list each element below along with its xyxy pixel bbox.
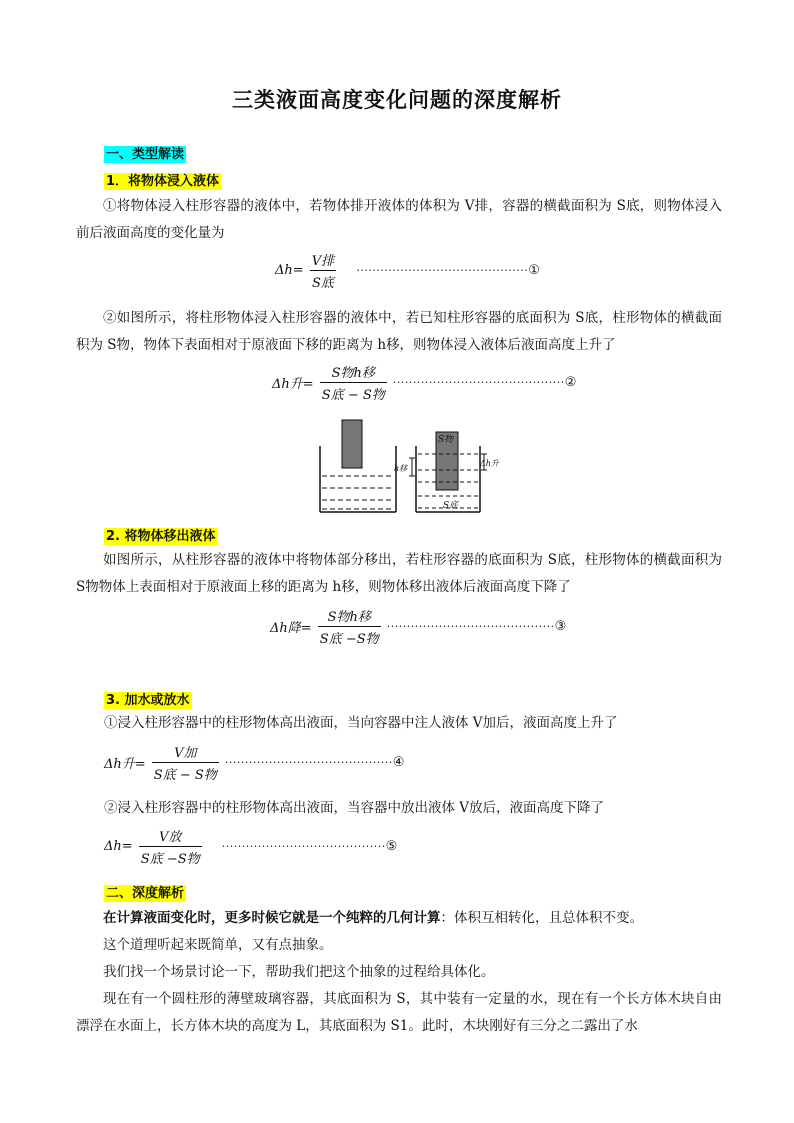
label-delta-h-sheng: Δh升 <box>480 459 499 468</box>
paragraph-3: 如图所示，从柱形容器的液体中将物体部分移出，若柱形容器的底面积为 S底，柱形物体的横截面积为 S物物体上表面相对于原液面上移的距离为 h移，则物体移出液体后液面高度下降了 <box>76 552 722 595</box>
formula-1-dots: ··········································· <box>356 264 529 277</box>
formula-3-denominator: S底 −S物 <box>319 632 379 647</box>
paragraph-6-bold: 在计算液面变化时，更多时候它就是一个纯粹的几何计算 <box>103 910 441 926</box>
subheading-2-label: 2. 将物体移出液体 <box>106 529 216 544</box>
formula-2 <box>272 362 576 403</box>
formula-5-number: ⑤ <box>385 839 398 854</box>
section-heading-1-label: 一、类型解读 <box>106 147 185 162</box>
paragraph-7: 这个道理听起来既简单，又有点抽象。 <box>103 937 333 953</box>
paragraph-9: 现在有一个圆柱形的薄壁玻璃容器，其底面积为 S，其中装有一定量的水，现在有一个长方体木块自由漂浮在水面上，长方体木块的高度为 L，其底面积为 S1。此时，木块刚好有三分之二露出了水 <box>76 991 722 1034</box>
formula-1-lhs: Δh= <box>275 263 304 278</box>
formula-3-fraction <box>318 606 381 647</box>
paragraph-4: ①浸入柱形容器中的柱形物体高出液面，当向容器中注人液体 V加后，液面高度上升了 <box>104 715 618 731</box>
formula-5-numerator: V放 <box>139 826 202 847</box>
formula-2-lhs: Δh升= <box>272 377 314 392</box>
formula-4 <box>104 742 404 783</box>
formula-4-lhs: Δh升= <box>104 757 146 772</box>
formula-4-dots: ·········································· <box>224 756 393 769</box>
label-s-di: S底 <box>443 501 459 511</box>
formula-3-number: ③ <box>554 619 567 634</box>
paragraph-5: ②浸入柱形容器中的柱形物体高出液面，当容器中放出液体 V放后，液面高度下降了 <box>104 800 605 816</box>
subheading-3-label: 3. 加水或放水 <box>106 693 190 708</box>
container-diagram <box>318 418 499 514</box>
formula-2-dots: ··········································· <box>392 376 565 389</box>
paragraph-6-rest: ：体积互相转化，且总体积不变。 <box>440 910 643 926</box>
formula-5-lhs: Δh= <box>104 839 133 854</box>
formula-5-fraction <box>139 826 202 867</box>
formula-2-denominator: S底 − S物 <box>321 388 385 403</box>
formula-2-numerator: S物h移 <box>320 362 387 383</box>
subheading-1 <box>104 170 221 189</box>
formula-1-number: ① <box>528 263 540 278</box>
subheading-2 <box>104 525 218 544</box>
left-container <box>320 420 396 512</box>
formula-1-fraction <box>310 250 336 291</box>
section-heading-2-label: 二、深度解析 <box>106 886 185 901</box>
formula-5-dots: ········································· <box>221 840 386 853</box>
section-heading-2 <box>104 882 186 901</box>
subheading-3 <box>104 689 192 708</box>
formula-5 <box>104 826 397 867</box>
paragraph-1: ①将物体浸入柱形容器的液体中，若物体排开液体的体积为 V排，容器的横截面积为 S底，则物体浸入前后液面高度的变化量为 <box>76 198 722 241</box>
formula-4-denominator: S底 − S物 <box>153 768 217 783</box>
formula-5-denominator: S底 −S物 <box>140 852 200 867</box>
formula-2-number: ② <box>564 375 577 390</box>
formula-4-numerator: V加 <box>152 742 219 763</box>
formula-1 <box>275 250 540 291</box>
formula-2-fraction <box>320 362 387 403</box>
formula-3-numerator: S物h移 <box>318 606 381 627</box>
label-s-wu: S物 <box>438 435 454 445</box>
formula-3 <box>270 606 566 647</box>
formula-4-number: ④ <box>392 755 405 770</box>
formula-3-lhs: Δh降= <box>270 621 312 636</box>
formula-3-dots: ·········································· <box>386 620 555 633</box>
formula-1-numerator: V排 <box>310 250 336 271</box>
paragraph-6 <box>76 905 722 932</box>
paragraph-2: ②如图所示，将柱形物体浸入柱形容器的液体中，若已知柱形容器的底面积为 S底，柱形物体的横截面积为 S物，物体下表面相对于原液面下移的距离为 h移，则物体浸入液体后液面高度上升了 <box>76 310 722 353</box>
section-heading-1 <box>104 143 186 162</box>
page-title: 三类液面高度变化问题的深度解析 <box>232 87 562 112</box>
paragraph-8: 我们找一个场景讨论一下，帮助我们把这个抽象的过程给具体化。 <box>103 964 495 980</box>
label-h-yi: h移 <box>394 464 408 473</box>
formula-4-fraction <box>152 742 219 783</box>
formula-1-denominator: S底 <box>312 276 334 291</box>
subheading-1-label: 1．将物体浸入液体 <box>106 174 220 189</box>
